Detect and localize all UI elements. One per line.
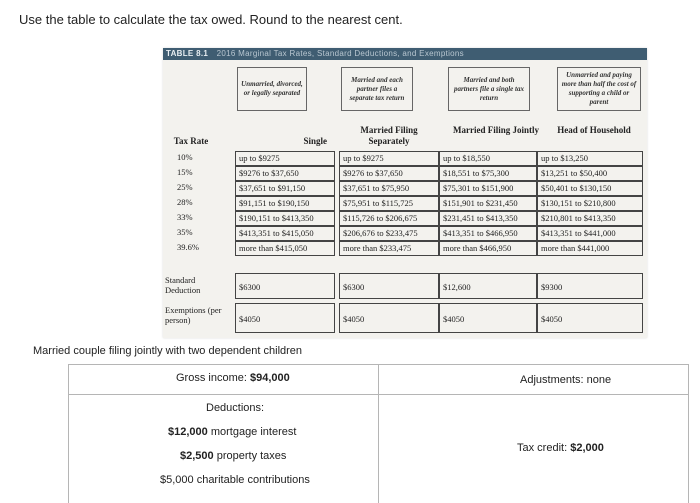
table-cell-single: $190,151 to $413,350	[235, 211, 335, 226]
table-cell-mfj: $151,901 to $231,450	[439, 196, 537, 211]
table-cell-rate: 10%	[177, 152, 193, 162]
filer-desc-mfs: Married and each partner files a separate tax return	[341, 67, 413, 111]
exemptions-label: Exemptions (per person)	[165, 305, 222, 325]
deduction-property-label: property taxes	[216, 450, 287, 462]
table-cell-rate: 35%	[177, 227, 193, 237]
exemption-mfs: $4050	[339, 303, 439, 333]
table-cell-rate: 15%	[177, 167, 193, 177]
filer-desc-mfj: Married and both partners file a single tax return	[448, 67, 530, 111]
std-ded-hoh: $9300	[537, 273, 643, 299]
header-single: Single	[303, 136, 327, 146]
table-cell-hoh: $13,251 to $50,400	[537, 166, 643, 181]
table-title: TABLE 8.1	[166, 49, 209, 58]
table-cell-mfj: more than $466,950	[439, 241, 537, 256]
table-cell-mfs: $37,651 to $75,950	[339, 181, 439, 196]
details-divider-vertical	[378, 364, 379, 503]
header-mfj: Married Filing Jointly	[453, 125, 539, 135]
std-ded-single: $6300	[235, 273, 335, 299]
filer-desc-single: Unmarried, divorced, or legally separated	[237, 67, 307, 111]
details-border-left	[68, 364, 69, 503]
gross-income	[176, 372, 290, 384]
table-cell-mfj: $231,451 to $413,350	[439, 211, 537, 226]
std-ded-mfs: $6300	[339, 273, 439, 299]
table-cell-hoh: more than $441,000	[537, 241, 643, 256]
deduction-charitable: $5,000 charitable contributions	[160, 474, 310, 486]
table-subtitle: 2016 Marginal Tax Rates, Standard Deductions, and Exemptions	[216, 49, 464, 58]
table-cell-rate: 39.6%	[177, 242, 199, 252]
details-border-right	[688, 364, 689, 503]
table-cell-mfs: $115,726 to $206,675	[339, 211, 439, 226]
table-cell-single: more than $415,050	[235, 241, 335, 256]
problem-details	[68, 364, 689, 503]
tax-table-image	[163, 48, 647, 338]
table-cell-hoh: $210,801 to $413,350	[537, 211, 643, 226]
header-tax-rate: Tax Rate	[173, 136, 209, 146]
deduction-mortgage-label: mortgage interest	[210, 426, 297, 438]
table-cell-mfj: $18,551 to $75,300	[439, 166, 537, 181]
table-cell-single: up to $9275	[235, 151, 335, 166]
header-hoh: Head of Household	[557, 125, 631, 135]
tax-credit-value: $2,000	[570, 442, 604, 454]
gross-income-label: Gross income:	[176, 372, 247, 384]
table-cell-mfj: $75,301 to $151,900	[439, 181, 537, 196]
table-cell-rate: 25%	[177, 182, 193, 192]
tax-credit-label: Tax credit:	[517, 442, 568, 454]
gross-income-value: $94,000	[249, 372, 290, 384]
deductions-label: Deductions:	[206, 402, 265, 414]
deduction-mortgage	[168, 426, 296, 438]
table-cell-rate: 33%	[177, 212, 193, 222]
filer-desc-hoh: Unmarried and paying more than half the cost of supporting a child or parent	[557, 67, 641, 111]
table-cell-single: $37,651 to $91,150	[235, 181, 335, 196]
table-cell-mfs: $9276 to $37,650	[339, 166, 439, 181]
deduction-property	[180, 450, 286, 462]
deduction-property-amount: $2,500	[180, 450, 214, 462]
table-cell-hoh: $413,351 to $441,000	[537, 226, 643, 241]
table-cell-single: $413,351 to $415,050	[235, 226, 335, 241]
instruction-text: Use the table to calculate the tax owed. Round to the nearest cent.	[19, 12, 403, 27]
problem-description: Married couple filing jointly with two dependent children	[33, 345, 303, 357]
tax-credit	[517, 442, 604, 454]
exemption-mfj: $4050	[439, 303, 537, 333]
table-cell-rate: 28%	[177, 197, 193, 207]
table-cell-mfs: $75,951 to $115,725	[339, 196, 439, 211]
table-cell-mfj: $413,351 to $466,950	[439, 226, 537, 241]
table-cell-mfs: more than $233,475	[339, 241, 439, 256]
table-cell-mfj: up to $18,550	[439, 151, 537, 166]
table-cell-hoh: $50,401 to $130,150	[537, 181, 643, 196]
header-mfs: Married Filing Separately	[360, 125, 418, 146]
deduction-mortgage-amount: $12,000	[168, 426, 208, 438]
table-cell-hoh: up to $13,250	[537, 151, 643, 166]
exemption-single: $4050	[235, 303, 335, 333]
table-title-bar	[163, 48, 647, 60]
table-cell-single: $9276 to $37,650	[235, 166, 335, 181]
exemption-hoh: $4050	[537, 303, 643, 333]
table-cell-mfs: up to $9275	[339, 151, 439, 166]
std-ded-mfj: $12,600	[439, 273, 537, 299]
table-cell-mfs: $206,676 to $233,475	[339, 226, 439, 241]
adjustments: Adjustments: none	[520, 374, 612, 386]
table-cell-single: $91,151 to $190,150	[235, 196, 335, 211]
table-cell-hoh: $130,151 to $210,800	[537, 196, 643, 211]
standard-deduction-label: Standard Deduction	[165, 275, 201, 295]
